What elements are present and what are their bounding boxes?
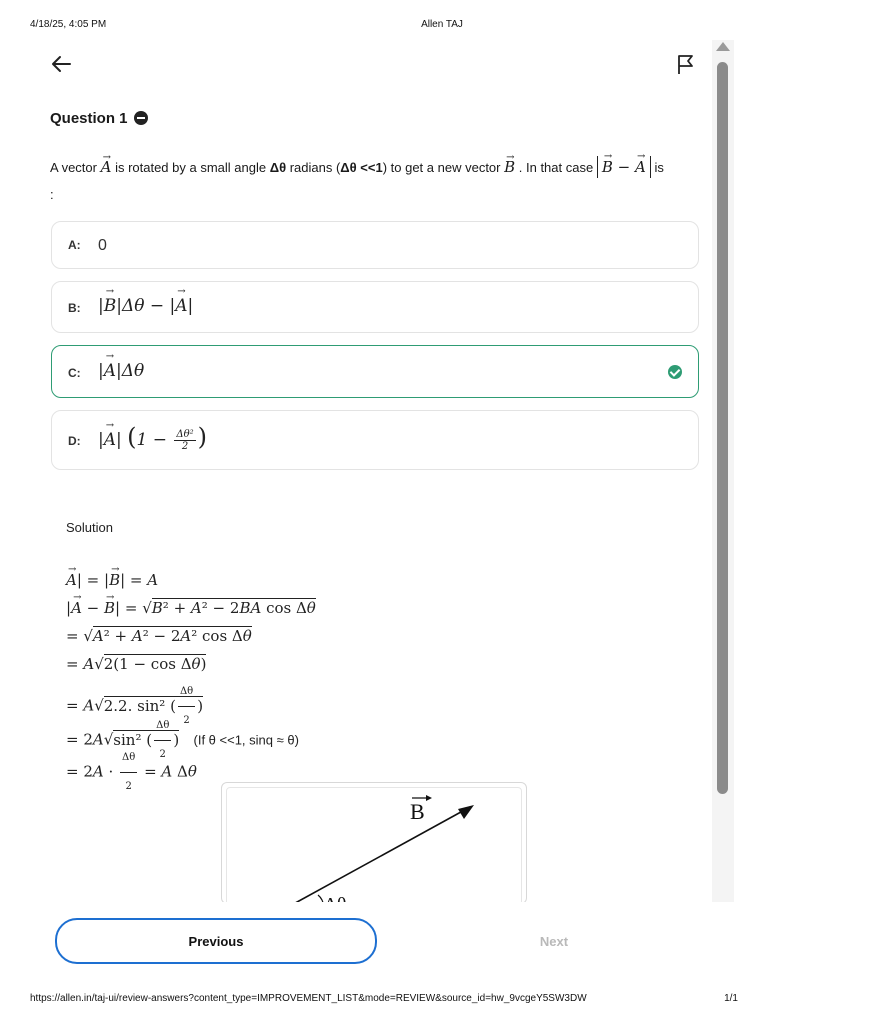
next-button[interactable]: Next bbox=[539, 933, 569, 949]
option-label: B: bbox=[68, 301, 81, 315]
arrow-left-icon bbox=[50, 52, 74, 76]
solution-line: → A| = |→ B| = A bbox=[66, 566, 546, 594]
option-c[interactable] bbox=[51, 345, 699, 398]
option-value: 0 bbox=[98, 237, 107, 254]
flag-button[interactable] bbox=[674, 52, 696, 76]
flag-icon bbox=[674, 52, 696, 76]
option-b[interactable] bbox=[51, 281, 699, 333]
previous-button[interactable]: Previous bbox=[55, 918, 377, 964]
scroll-up-arrow-icon[interactable] bbox=[716, 42, 730, 51]
print-header bbox=[0, 19, 768, 33]
option-value: |→ B|Δθ − |→ A| bbox=[98, 296, 193, 316]
option-label: D: bbox=[68, 434, 81, 448]
print-title: Allen TAJ bbox=[421, 19, 463, 30]
option-label: A: bbox=[68, 238, 81, 252]
solution-line: = 2A√sin² ( $\frac{\Delta\theta}{2}$ ) (If θ <<1, sinq ≈ θ) bbox=[66, 712, 546, 744]
print-date: 4/18/25, 4:05 PM bbox=[30, 19, 107, 30]
option-label: C: bbox=[68, 366, 81, 380]
scrollbar-thumb[interactable] bbox=[717, 62, 728, 794]
vector-a-symbol: → A bbox=[101, 154, 112, 181]
solution-line: = A√2(1 − cos Δθ) bbox=[66, 655, 207, 673]
solution-body bbox=[66, 566, 546, 792]
option-d[interactable] bbox=[51, 410, 699, 470]
solution-line: = 2A · $\frac{\Delta\theta}{2}$ = A Δθ bbox=[66, 744, 546, 772]
solution-line: |→ A − → B| = √B² + A² − 2BA cos Δθ bbox=[66, 594, 546, 622]
solution-diagram bbox=[221, 782, 527, 904]
print-page-number: 1/1 bbox=[724, 993, 738, 1004]
solution-line: = A√2.2. sin² ( $\frac{\Delta\theta}{2}$ ) bbox=[66, 678, 546, 712]
option-value: |→ A| (1 − $\frac{\text{Δθ²}}{2}$ ) bbox=[98, 423, 207, 452]
question-content bbox=[50, 100, 698, 208]
back-button[interactable] bbox=[50, 52, 74, 76]
vector-diagram bbox=[222, 783, 526, 903]
question-header bbox=[50, 100, 698, 136]
arrow-head bbox=[458, 805, 474, 819]
option-a[interactable] bbox=[51, 221, 699, 269]
solution-title: Solution bbox=[66, 520, 113, 535]
label-b: B bbox=[410, 799, 425, 824]
minus-circle-icon[interactable] bbox=[134, 111, 148, 125]
solution-line: = √A² + A² − 2A² cos Δθ bbox=[66, 627, 252, 645]
vector-b-symbol: → B bbox=[504, 154, 515, 181]
option-value: |→ A|Δθ bbox=[98, 361, 144, 381]
check-circle-icon bbox=[668, 365, 682, 379]
magnitude-expression: → B − → A bbox=[597, 156, 651, 178]
question-title: Question 1 bbox=[50, 109, 128, 127]
question-text: A vector → A is rotated by a small angle Δθ radians (Δθ <<1) to get a new vector → B . In that case → B − → A is : bbox=[50, 154, 698, 208]
print-url: https://allen.in/taj-ui/review-answers?content_type=IMPROVEMENT_LIST&mode=REVIEW&source_id=hw_9vcgeY5SW3DW bbox=[30, 993, 587, 1004]
